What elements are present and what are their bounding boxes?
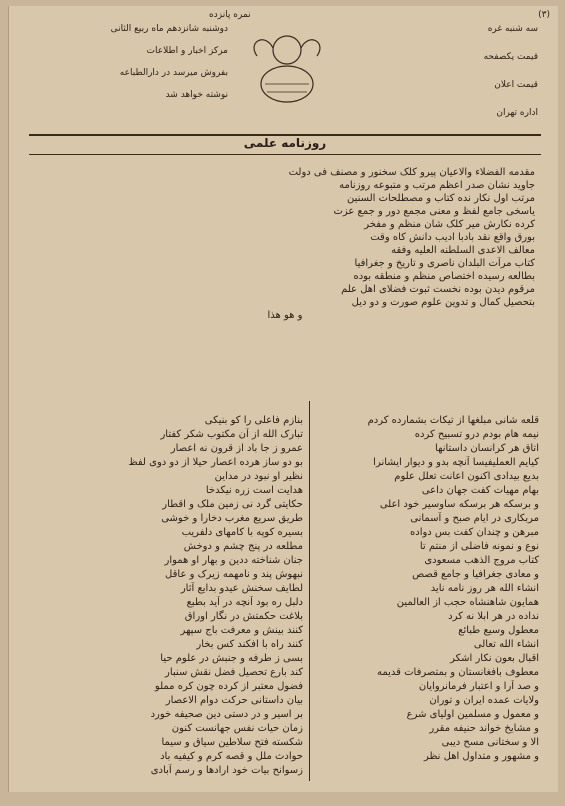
verse-line: عمرو ز جا باد از قرون نه اعصار (170, 443, 303, 454)
text-line: و مشایخ خواند حنیفه مقرر (429, 723, 539, 734)
header-left-line: بفروش میرسد در دارالطباعه (119, 68, 228, 78)
verse-line: بیان داستانی حرکت دوام الاعصار (165, 695, 303, 706)
verse-line: تبارک الله از آن مکتوب شکر کفتار (160, 429, 303, 440)
text-line: همایون شاهنشاه حجب از العالمین (396, 597, 539, 608)
masthead (9, 6, 558, 134)
verse-line: کنند راه با افکند کس بخار (196, 639, 303, 650)
text-line: بدیع بیدادی اکنون اعانت تعلل علوم (394, 471, 539, 482)
cherub-emblem (247, 22, 327, 112)
newspaper-page (8, 6, 558, 792)
text-line: الا و سختانی مسح دیبی (441, 737, 539, 748)
verse-line: مطلعه در پنج چشم و دوخش (183, 541, 303, 552)
verse-line: لطایف سخنش عیدو بدایع آثار (180, 583, 303, 594)
text-line: اتاق هر کرانسان داستانها (435, 443, 539, 454)
text-line: و معادی جغرافیا و جامع قصص (412, 569, 539, 580)
text-line: کیایم العملیفیسا آنچه بدو و دیوار ایشانرا (373, 457, 539, 468)
column-divider (309, 401, 310, 781)
verse-line: جنان شناخته ددین و بهار او هموار (164, 555, 303, 566)
verse-line: هدایت است زره نیکدخا (205, 485, 303, 496)
verse-line: حکایتی گرد نی زمین ملک و اقطار (162, 499, 303, 510)
text-line: مبرهن و چندان کفت بس دواده (410, 527, 539, 538)
verse-line: زمان حیات نفس جهانست کنون (171, 723, 303, 734)
text-line: معالف الاعدی السلطنه العلیه وفقه (391, 245, 535, 256)
header-right-line: سه شنبه غره (487, 24, 538, 34)
right-column (319, 414, 539, 764)
verse-line: کند بارع تحصیل فضل نقش سنبار (165, 667, 303, 678)
text-line: و معمول و مسلمین اولیای شرع (406, 709, 539, 720)
verse-line: بسیره کوپه با کامهای دلفریب (181, 527, 303, 538)
text-line: مرتب اول نکار نده کتاب و مصطلحات السنین (347, 193, 535, 204)
verse-line: بسی ز طرفه و جنبش در علوم حیا (160, 653, 303, 664)
verse-line: نظیر او نبود در مداین (214, 471, 303, 482)
verse-line: کنند بینش و معرفت باج سپهر (180, 625, 303, 636)
verse-line: حوادث ملل و قصه کرم و کیفیه باد (160, 751, 303, 762)
text-line: مربکاری در ایام صبح و آسمانی (410, 513, 539, 524)
text-line: و برسکه هر برسکه ساوسیر خود اعلی (379, 499, 539, 510)
verse-line: بلاغت حکمتش در نگار اوراق (184, 611, 303, 622)
text-line: و مشهور و متداول اهل نظر (423, 751, 539, 762)
text-line: معطول وسیع طبائع (458, 625, 539, 636)
verse-line: فضول معتبر از کرده چون کره مملو (154, 681, 303, 692)
issue-number: نمره پانزده (209, 10, 251, 20)
text-line: مقدمه الفضلاء والاعیان پیرو کلک سخنور و مصنف فی دولت (288, 167, 535, 178)
text-line: بهام مهیات کفت جهان داعی (421, 485, 539, 496)
verse-line: بنازم فاعلی را کو بنیکی (204, 415, 303, 426)
verse-line: بو دو ساز هرده اعصار حیلا از دو دوی لفظ (128, 457, 303, 468)
text-line: جاوید نشان صدر اعظم مرتب و متبوعه روزنامه (339, 180, 535, 191)
text-line: معطوف بافغانستان و بمتصرفات قدیمه (376, 667, 539, 678)
header-right-line: قیمت اعلان (494, 80, 538, 90)
text-line: نداده در هر ابلا نه کرد (448, 611, 539, 622)
header-left-line: دوشنبه شانزدهم ماه ربیع الثانی (110, 24, 228, 34)
section-title: روزنامه علمی (29, 134, 541, 155)
verse-line: نبهوش پند و نامهمه زیرک و عاقل (165, 569, 303, 580)
text-line: قلعه شانی مبلغها از تیکات بشمارده کردم (367, 415, 539, 426)
text-line: مرقوم دیدن بوده نخست ثبوت فضلای اهل علم (341, 284, 535, 295)
text-line: اقبال بعون نکار اشکر (450, 653, 539, 664)
text-line: بتحصیل کمال و تدوین علوم صورت و دو دیل (351, 297, 535, 308)
text-line: و صد آرا و اعتبار فرمانروایان (418, 681, 539, 692)
text-line: انشاء الله تعالی (473, 639, 539, 650)
header-right-line: اداره تهران (496, 108, 538, 118)
text-line: بطالعه رسیده اختصاص منظم و منطقه بوده (353, 271, 535, 282)
text-line: ولایات عمده ایران و توران (429, 695, 539, 706)
text-line: انشاء الله هر روز نامه ناید (430, 583, 539, 594)
verse-line: طریق سریع مغرب دخارا و خوشی (161, 513, 303, 524)
verse-line: زسوانح بیات خود ارادها و رسم آبادی (150, 765, 303, 776)
text-line: کتاب مرآت البلدان ناصری و تاریخ و جغرافیا (354, 258, 535, 269)
page-number: (۳) (538, 10, 550, 20)
text-line: بورق واقع نقد بادبا ادیب دانش کاه وقت (370, 232, 535, 243)
header-right-line: قیمت یکصفحه (483, 52, 538, 62)
text-line: و هو هذا (267, 310, 303, 321)
verse-column (33, 414, 303, 778)
header-left-line: مرکز اخبار و اطلاعات (146, 46, 228, 56)
verse-line: دلبل ره بود آنچه در آید بطبع (186, 597, 303, 608)
verse-line: شکسته فتح سلاطین سیاق و سیما (161, 737, 303, 748)
verse-line: بر اسیر و در دستی دین صحیفه خورد (150, 709, 303, 720)
text-line: نیمه هام بودم درو تسبیح کرده (414, 429, 539, 440)
header-left-line: نوشته خواهد شد (165, 90, 228, 100)
text-line: کرده نکارش میر کلک شان منظم و مفخر (364, 219, 535, 230)
intro-paragraph (35, 166, 535, 322)
text-line: یاسخی جامع لفظ و معنی مجمع دور و جمع عزت (333, 206, 535, 217)
text-line: کتاب مروج الذهب مسعودی (424, 555, 539, 566)
text-line: نوع و نمونه فاضلی از منتم تا (419, 541, 539, 552)
